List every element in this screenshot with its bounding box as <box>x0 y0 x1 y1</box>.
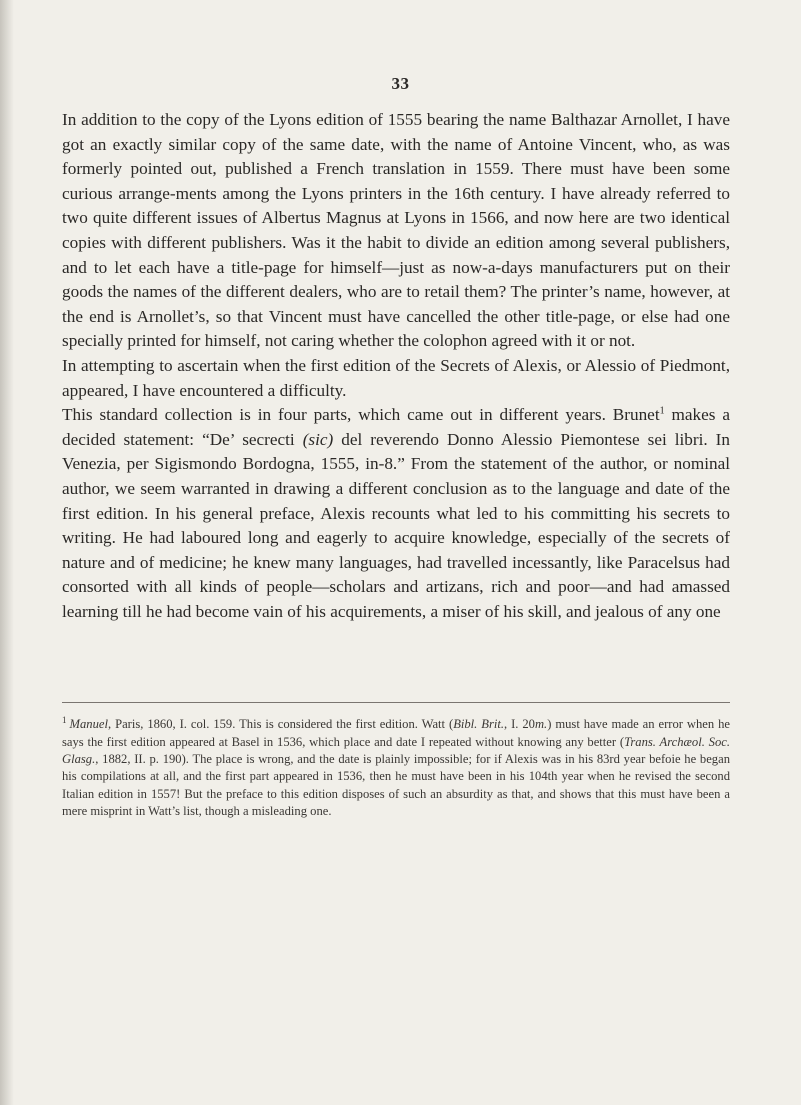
footnotes <box>62 712 730 821</box>
footnote-ref-1: Bibl. Brit. <box>453 717 504 732</box>
footnote-reference: 1 <box>659 405 665 417</box>
footnote-text-3: ) must have made an error when he says the first edition appeared at Basel in 1536, which place and date I repeated without knowing any better ( <box>62 717 730 749</box>
footnote-title: Manuel <box>69 717 108 732</box>
footnote-text-2: , I. 20 <box>504 717 535 732</box>
footnote-text-4: , 1882, II. p. 190). The place is wrong, and the date is plainly impossible; for if Alexis was in his 83rd year befoie he began his compilations at all, and the first part appeared in 1536, then he must have been in his 104th year when he revised the second Italian edition in 1557! But the preface to this edition disposes of such an absurdity as that, and shows that this must have been a mere misprint in Watt’s list, though a misleading one. <box>62 752 730 819</box>
footnote-divider <box>62 702 730 703</box>
paragraph-3-text-after: del reverendo Donno Alessio Piemontese sei libri. In Venezia, per Sigismondo Bordogna, 1555, in-8.” From the statement of the author, or nominal author, we seem warranted in drawing a different conclusion as to the language and date of the first edition. In his general preface, Alexis recounts what led to his committing his secrets to writing. He had laboured long and eagerly to acquire knowledge, especially of the secrets of nature and of medicine; he knew many languages, had travelled incessantly, like Paracelsus had consorted with all kinds of people—scholars and artizans, rich and poor—and had amassed learning till he had become vain of his acquirements, a miser of his skill, and jealous of any one <box>62 429 730 621</box>
footnote-ref-2: m. <box>534 717 548 732</box>
paragraph-3-text-middle: makes a decided statement: “De’ secrecti <box>62 405 730 449</box>
footnote-1 <box>62 712 730 821</box>
paragraph-3-text-before: This standard collection is in four parts, which came out in different years. Brunet <box>62 405 660 425</box>
body-text <box>62 108 730 624</box>
sic-annotation: (sic) <box>302 429 334 449</box>
footnote-marker: 1 <box>62 715 67 725</box>
footnote-text-1: , Paris, 1860, I. col. 159. This is considered the first edition. Watt ( <box>107 717 454 732</box>
page-number: 33 <box>391 74 410 93</box>
paragraph-3 <box>62 403 730 624</box>
footnote-ref-3: Trans. Archæol. Soc. Glasg. <box>62 734 730 766</box>
paragraph-2: In attempting to ascertain when the first edition of the Secrets of Alexis, or Alessio of Piedmont, appeared, I have encountered a difficulty. <box>62 355 730 400</box>
paragraph-1: In addition to the copy of the Lyons edition of 1555 bearing the name Balthazar Arnollet, I have got an exactly similar copy of the same date, with the name of Antoine Vincent, who, as was formerly pointed out, published a French translation in 1559. There must have been some curious arrange-ments among the Lyons printers in the 16th century. I have already referred to two quite different issues of Albertus Magnus at Lyons in 1566, and now here are two identical copies with different publishers. Was it the habit to divide an edition among several publishers, and to let each have a title-page for himself—just as now-a-days manufacturers put on their goods the names of the different dealers, who are to retail them? The printer’s name, however, at the end is Arnollet’s, so that Vincent must have cancelled the other title-page, or else had one specially printed for himself, not caring whether the colophon agreed with it or not. <box>62 110 730 351</box>
page-edge-shadow <box>0 0 14 1105</box>
